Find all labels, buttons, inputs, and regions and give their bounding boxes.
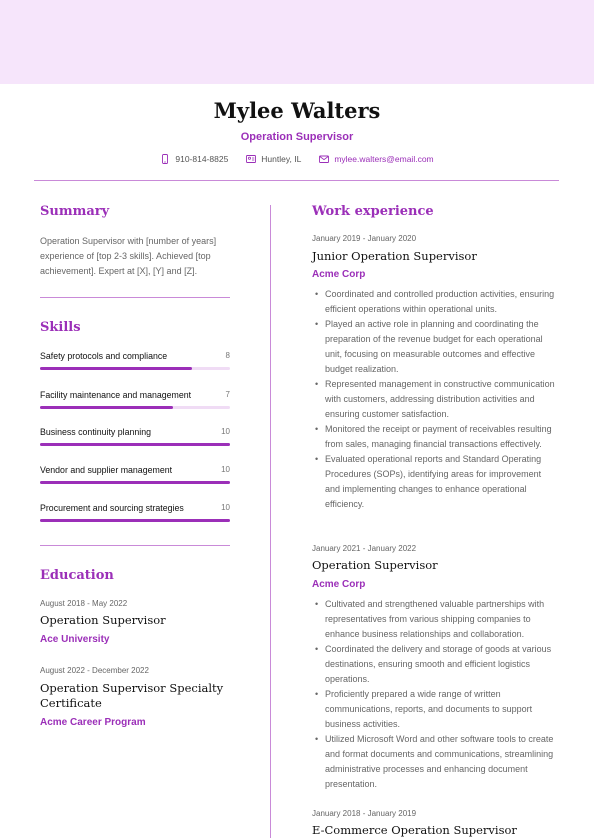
summary-title: Summary	[40, 204, 110, 219]
skill-label: Business continuity planning	[40, 427, 152, 437]
skill-item	[40, 351, 230, 370]
phone-icon	[160, 154, 170, 164]
job-bullets	[312, 597, 557, 792]
skills-divider	[40, 545, 230, 546]
header-divider	[34, 180, 559, 181]
skill-bar-fill	[40, 367, 192, 370]
job-bullet: • Coordinated the delivery and storage of goods at various destinations, ensuring smooth and efficient logistics operations.	[312, 642, 557, 687]
job-bullet: • Proficiently prepared a wide range of written communications, reports, and documents to support business activities.	[312, 687, 557, 732]
job-title: Junior Operation Supervisor	[312, 249, 477, 263]
column-divider	[270, 205, 271, 838]
work-title: Work experience	[312, 204, 434, 219]
job-date: January 2019 - January 2020	[312, 234, 417, 243]
education-title: Education	[40, 568, 114, 583]
skill-bar-fill	[40, 443, 230, 446]
location-text: Huntley, IL	[261, 154, 302, 164]
job-bullet: • Represented management in constructive communication with customers, addressing distribution activities and ensuring customer satisfaction.	[312, 377, 557, 422]
skill-bar	[40, 367, 230, 370]
job-bullet: • Coordinated and controlled production activities, ensuring efficient operations within operational units.	[312, 287, 557, 317]
contact-phone	[160, 154, 228, 164]
skill-level: 10	[221, 465, 230, 474]
education-date: August 2022 - December 2022	[40, 666, 149, 675]
skill-item	[40, 427, 230, 446]
job-title: Operation Supervisor	[312, 558, 438, 572]
education-date: August 2018 - May 2022	[40, 599, 128, 608]
skill-bar	[40, 443, 230, 446]
skill-item	[40, 503, 230, 522]
job-company: Acme Corp	[312, 269, 366, 280]
job-date: January 2018 - January 2019	[312, 809, 417, 818]
job-bullets	[312, 287, 557, 512]
skill-item	[40, 390, 230, 409]
skill-bar-fill	[40, 481, 230, 484]
job-bullet: • Monitored the receipt or payment of receivables resulting from sales, managing financial transactions effectively.	[312, 422, 557, 452]
skill-bar	[40, 481, 230, 484]
contact-bar	[0, 154, 594, 164]
mail-icon	[319, 154, 329, 164]
skill-bar	[40, 406, 230, 409]
map-icon	[246, 154, 256, 164]
education-school: Acme Career Program	[40, 717, 146, 728]
skill-bar-fill	[40, 406, 173, 409]
skills-title: Skills	[40, 320, 81, 335]
candidate-name: Mylee Walters	[213, 98, 381, 123]
skill-label: Procurement and sourcing strategies	[40, 503, 184, 513]
job-bullet: • Played an active role in planning and coordinating the preparation of the revenue budget for each operational unit, focusing on measurable outcomes and effective budget realization.	[312, 317, 557, 377]
skill-label: Facility maintenance and management	[40, 390, 192, 400]
job-bullet: • Utilized Microsoft Word and other software tools to create and format documents and communications, streamlining administrative processes and enhancing document presentation.	[312, 732, 557, 792]
job-date: January 2021 - January 2022	[312, 544, 417, 553]
skill-level: 7	[225, 390, 230, 399]
education-degree: Operation Supervisor Specialty Certificate	[40, 681, 224, 710]
summary-text: Operation Supervisor with [number of years] experience of [top 2-3 skills]. Achieved [top achievement]. Expert at [X], [Y] and [Z].	[40, 236, 217, 276]
job-title: E-Commerce Operation Supervisor	[312, 823, 517, 837]
skill-level: 8	[225, 351, 230, 360]
education-degree: Operation Supervisor	[40, 613, 166, 627]
contact-location	[246, 154, 301, 164]
job-company: Acme Corp	[312, 579, 366, 590]
candidate-role: Operation Supervisor	[240, 131, 354, 143]
contact-email[interactable]	[319, 154, 433, 164]
skill-bar-fill	[40, 519, 230, 522]
skill-item	[40, 465, 230, 484]
skill-level: 10	[221, 427, 230, 436]
skill-label: Vendor and supplier management	[40, 465, 173, 475]
summary-divider	[40, 297, 230, 298]
email-link[interactable]: mylee.walters@email.com	[334, 154, 434, 164]
education-school: Ace University	[40, 634, 110, 645]
phone-text: 910-814-8825	[175, 154, 229, 164]
job-bullet: • Evaluated operational reports and Standard Operating Procedures (SOPs), identifying areas for improvement and implementing changes to enhance operational efficiency.	[312, 452, 557, 512]
skill-label: Safety protocols and compliance	[40, 351, 168, 361]
skill-bar	[40, 519, 230, 522]
header-band	[0, 0, 594, 84]
job-bullet: • Cultivated and strengthened valuable partnerships with representatives from various shipping companies to enhance business relationships and collaboration.	[312, 597, 557, 642]
skill-level: 10	[221, 503, 230, 512]
